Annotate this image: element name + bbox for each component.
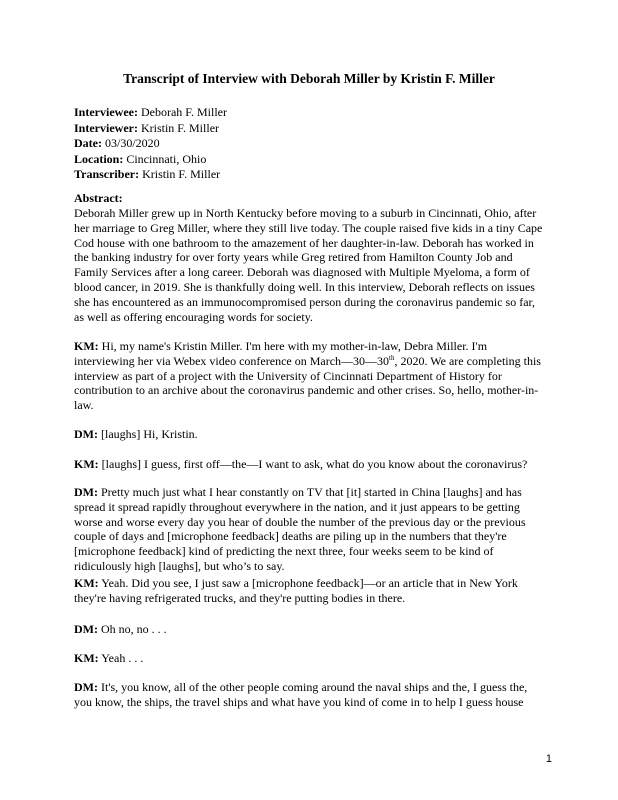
metadata-value: Cincinnati, Ohio [126, 151, 207, 166]
speaker-label: DM: [74, 485, 98, 499]
document-title: Transcript of Interview with Deborah Miller by Kristin F. Miller [123, 71, 495, 86]
turn-text: [laughs] Hi, Kristin. [101, 427, 198, 441]
transcript-turn-5 [74, 576, 546, 606]
transcript-turn-4 [74, 485, 546, 574]
metadata-label: Location: [74, 151, 124, 166]
metadata-value: Deborah F. Miller [140, 105, 227, 119]
metadata-value: 03/30/2020 [104, 136, 160, 150]
metadata-row-interviewee [74, 105, 227, 121]
transcript-turn-8 [74, 680, 546, 710]
turn-text: Yeah . . . [101, 651, 144, 665]
metadata-value: Kristin F. Miller [140, 120, 220, 135]
turn-text-continued: , 2020. We are completing this interview as part of a project with the University of Cincinnati Department of History for contribution to an archive about the coronavirus pandemic and other crises. So, hello, mother-in-law. [74, 353, 541, 413]
metadata-label: Date: [74, 136, 102, 150]
metadata-label: Transcriber: [74, 167, 140, 181]
transcript-turn-3 [74, 457, 546, 472]
turn-text: [laughs] I guess, first off—the—I want to ask, what do you know about the coronavirus? [101, 457, 528, 471]
speaker-label: KM: [74, 457, 99, 471]
metadata-label: Interviewer: [74, 120, 138, 135]
speaker-label: DM: [74, 622, 98, 636]
turn-text: Yeah. Did you see, I just saw a [microphone feedback]—or an article that in New York they're having refrigerated trucks, and they're putting bodies in there. [74, 576, 518, 605]
metadata-row-interviewer [74, 121, 227, 137]
speaker-label: KM: [74, 339, 99, 353]
transcript-turn-2 [74, 427, 546, 442]
metadata-value: Kristin F. Miller [142, 167, 221, 181]
page-number: 1 [545, 753, 552, 765]
speaker-label: KM: [74, 651, 99, 665]
interview-metadata [74, 105, 227, 183]
metadata-row-location [74, 152, 227, 168]
turn-text: Pretty much just what I hear constantly on TV that [it] started in China [laughs] and has spread it spread rapidly throughout everywhere in the nation, and it just appears to be getting worse and worse every day you hear of double the number of the previous day or the previous couple of days and [microphone feedback] deaths are piling up in the numbers that they're [microphone feedback] kind of predicting the next three, four weeks seem to be kind of ridiculously high [laughs], but who’s to say. [74, 485, 526, 573]
abstract-heading: Abstract: [74, 191, 123, 205]
metadata-row-transcriber [74, 167, 227, 183]
transcript-turn-6 [74, 622, 546, 637]
turn-text: Oh no, no . . . [101, 622, 167, 636]
transcript-turn-7 [74, 651, 546, 666]
ordinal-suffix: th [389, 353, 395, 362]
metadata-row-date [74, 136, 227, 152]
speaker-label: KM: [74, 576, 99, 590]
turn-text: It's, you know, all of the other people coming around the naval ships and the, I guess the, you know, the ships, the travel ships and what have you kind of come in to help I guess house [74, 680, 528, 709]
turn-text: Hi, my name's Kristin Miller. I'm here with my mother-in-law, Debra Miller. I'm interviewing her via Webex video conference on March—30—30 [74, 339, 488, 368]
speaker-label: DM: [74, 427, 98, 441]
metadata-label: Interviewee: [74, 105, 138, 119]
transcript-turn-1 [74, 339, 546, 413]
abstract-text: Deborah Miller grew up in North Kentucky before moving to a suburb in Cincinnati, Ohio, after her marriage to Greg Miller, where they still live today. The couple raised five kids in a tiny Cape Cod house with one bathroom to the amazement of her daughter-in-law. Deborah has worked in the banking industry for over forty years while Greg retired from Hamilton County Job and Family Services after a long career. Deborah was diagnosed with Multiple Myeloma, a form of blood cancer, in 2019. She is thankfully doing well. In this interview, Deborah reflects on issues she has encountered as an immunocompromised person during the coronavirus pandemic so far, as well as offering encouraging words for society. [74, 206, 543, 324]
speaker-label: DM: [74, 680, 98, 694]
